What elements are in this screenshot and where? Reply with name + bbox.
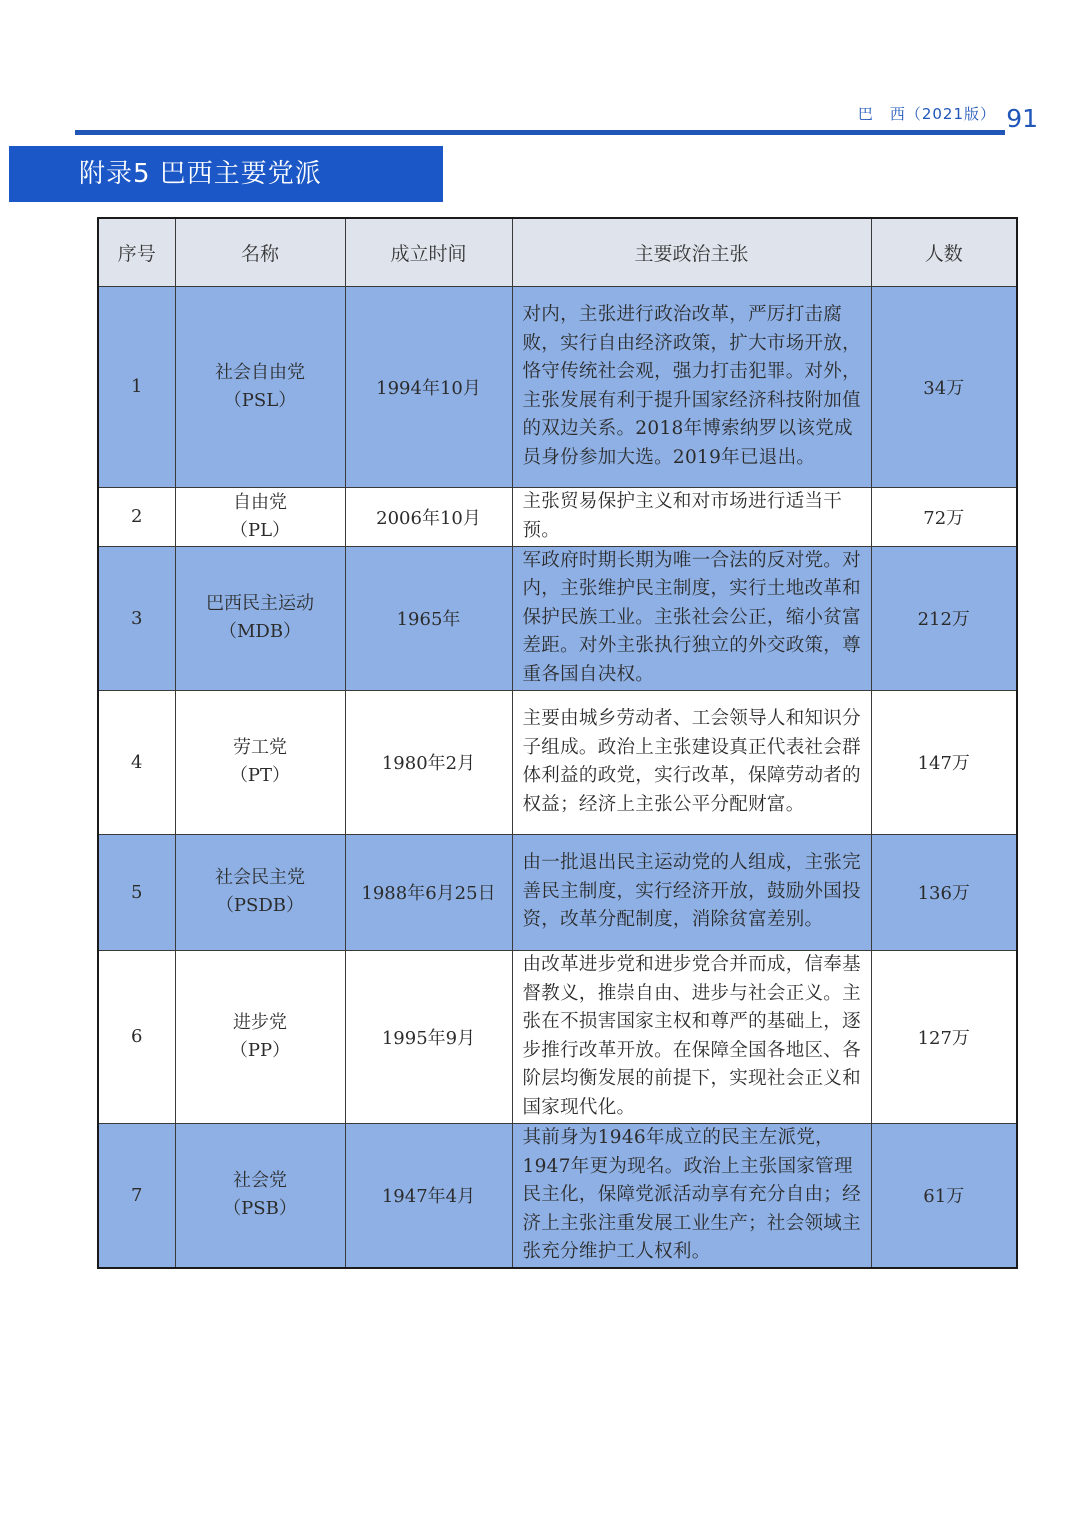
- party-name: 进步党: [233, 1011, 287, 1033]
- table-row: [98, 950, 1017, 1123]
- table-row: [98, 1123, 1017, 1268]
- party-abbreviation: （PSB）: [223, 1198, 297, 1220]
- party-name: 社会自由党: [215, 361, 305, 383]
- table-row: [98, 546, 1017, 690]
- cell-political-position: 其前身为1946年成立的民主左派党，1947年更为现名。政治上主张国家管理民主化，保障党派活动享有充分自由；经济上主张注重发展工业生产；社会领域主张充分维护工人权利。: [512, 1123, 871, 1268]
- column-header-number: 序号: [98, 218, 175, 286]
- column-header-position: 主要政治主张: [512, 218, 871, 286]
- table-header-row: [98, 218, 1017, 286]
- cell-political-position: 由一批退出民主运动党的人组成，主张完善民主制度，实行经济开放，鼓励外国投资，改革分配制度，消除贫富差别。: [512, 834, 871, 950]
- appendix-title: 附录5 巴西主要党派: [79, 159, 322, 189]
- cell-party-name: [175, 1123, 345, 1268]
- party-name: 巴西民主运动: [206, 593, 314, 614]
- cell-number: 4: [98, 690, 175, 834]
- cell-founded: 1965年: [345, 546, 512, 690]
- header-rule: [75, 130, 1005, 135]
- cell-number: 2: [98, 487, 175, 546]
- header-country-edition: 巴 西（2021版）: [857, 105, 996, 123]
- running-header: [0, 0, 1080, 140]
- party-name: 社会党: [233, 1170, 287, 1192]
- column-header-members: 人数: [871, 218, 1017, 286]
- page-number: 91: [1006, 104, 1038, 133]
- cell-party-name: [175, 546, 345, 690]
- cell-number: 5: [98, 834, 175, 950]
- cell-founded: 1994年10月: [345, 286, 512, 487]
- column-header-name: 名称: [175, 218, 345, 286]
- cell-number: 7: [98, 1123, 175, 1268]
- party-abbreviation: （PL）: [229, 519, 291, 541]
- cell-founded: 1980年2月: [345, 690, 512, 834]
- cell-number: 3: [98, 546, 175, 690]
- cell-members: 212万: [871, 546, 1017, 690]
- cell-number: 1: [98, 286, 175, 487]
- party-abbreviation: （PSL）: [223, 389, 297, 411]
- cell-party-name: [175, 487, 345, 546]
- cell-members: 136万: [871, 834, 1017, 950]
- party-abbreviation: （MDB）: [218, 621, 302, 642]
- cell-founded: 1947年4月: [345, 1123, 512, 1268]
- party-name: 劳工党: [233, 737, 287, 758]
- cell-political-position: 主张贸易保护主义和对市场进行适当干预。: [512, 487, 871, 546]
- party-abbreviation: （PT）: [229, 765, 291, 786]
- cell-political-position: 对内，主张进行政治改革，严厉打击腐败，实行自由经济政策，扩大市场开放，恪守传统社会观，强力打击犯罪。对外，主张发展有利于提升国家经济科技附加值的双边关系。2018年博索纳罗以该党成员身份参加大选。2019年已退出。: [512, 286, 871, 487]
- cell-members: 34万: [871, 286, 1017, 487]
- cell-members: 61万: [871, 1123, 1017, 1268]
- appendix-title-band: [9, 146, 443, 202]
- table-row: [98, 834, 1017, 950]
- cell-party-name: [175, 690, 345, 834]
- cell-party-name: [175, 286, 345, 487]
- table-row: [98, 487, 1017, 546]
- party-name: 社会民主党: [215, 867, 305, 888]
- party-name: 自由党: [233, 491, 287, 513]
- cell-political-position: 由改革进步党和进步党合并而成，信奉基督教义，推崇自由、进步与社会正义。主张在不损害国家主权和尊严的基础上，逐步推行改革开放。在保障全国各地区、各阶层均衡发展的前提下，实现社会正义和国家现代化。: [512, 950, 871, 1123]
- cell-political-position: 军政府时期长期为唯一合法的反对党。对内，主张维护民主制度，实行土地改革和保护民族工业。主张社会公正，缩小贫富差距。对外主张执行独立的外交政策，尊重各国自决权。: [512, 546, 871, 690]
- cell-party-name: [175, 950, 345, 1123]
- party-abbreviation: （PP）: [229, 1039, 291, 1061]
- cell-members: 72万: [871, 487, 1017, 546]
- parties-table: [97, 217, 1018, 1269]
- cell-members: 127万: [871, 950, 1017, 1123]
- party-abbreviation: （PSDB）: [215, 895, 305, 916]
- table-row: [98, 286, 1017, 487]
- cell-party-name: [175, 834, 345, 950]
- table-row: [98, 690, 1017, 834]
- cell-founded: 1995年9月: [345, 950, 512, 1123]
- cell-members: 147万: [871, 690, 1017, 834]
- cell-political-position: 主要由城乡劳动者、工会领导人和知识分子组成。政治上主张建设真正代表社会群体利益的政党，实行改革，保障劳动者的权益；经济上主张公平分配财富。: [512, 690, 871, 834]
- cell-founded: 2006年10月: [345, 487, 512, 546]
- cell-number: 6: [98, 950, 175, 1123]
- cell-founded: 1988年6月25日: [345, 834, 512, 950]
- column-header-founded: 成立时间: [345, 218, 512, 286]
